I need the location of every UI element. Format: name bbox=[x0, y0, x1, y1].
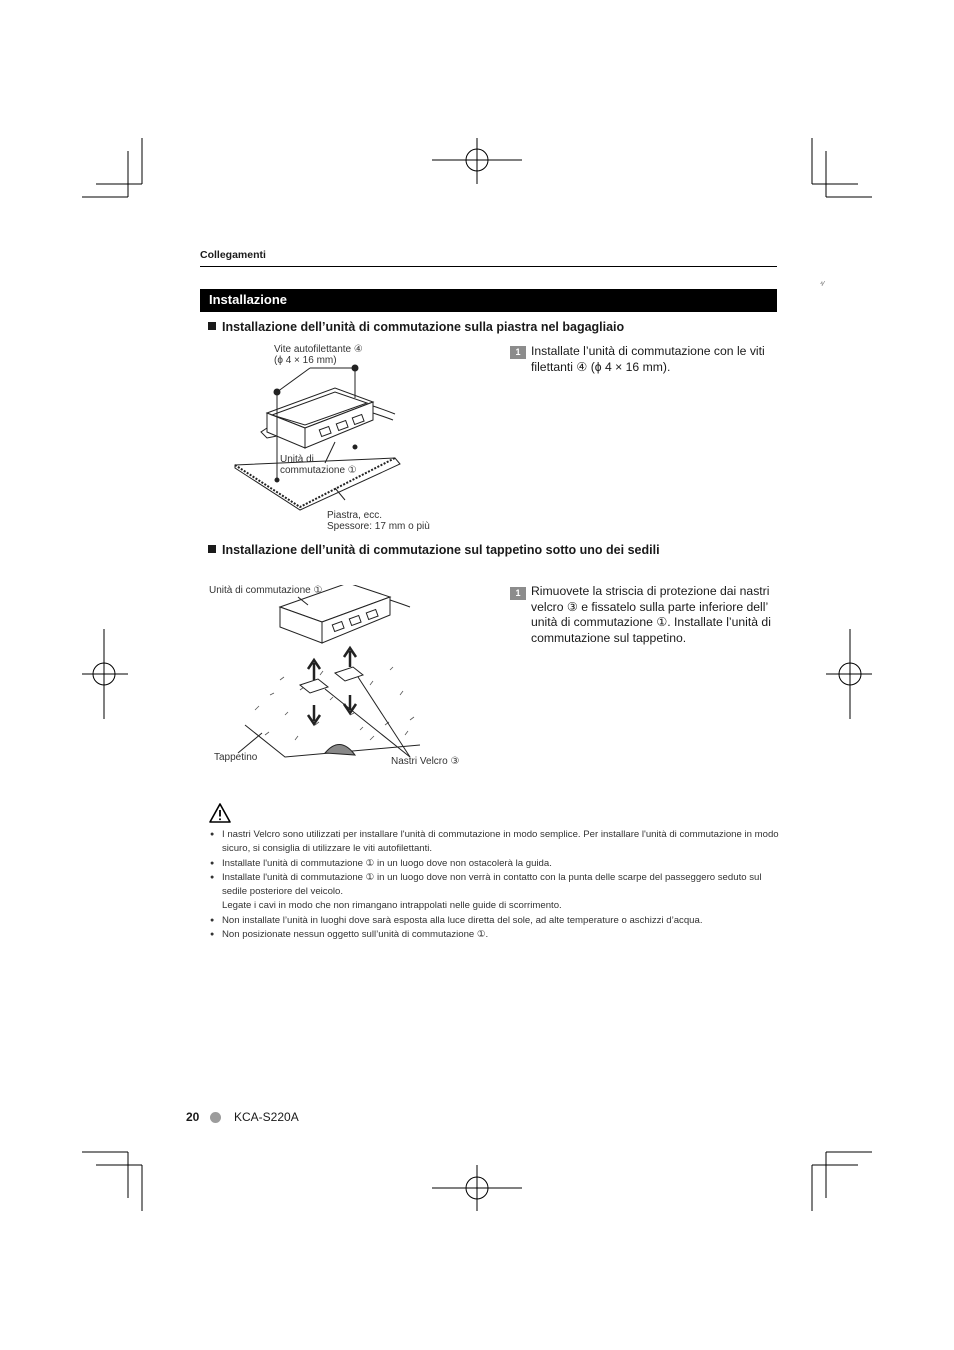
page-number: 20 bbox=[186, 1110, 200, 1124]
registration-target-bottom bbox=[432, 1165, 522, 1211]
mat-illustration bbox=[230, 585, 430, 765]
page-title: Installazione bbox=[209, 292, 288, 307]
step-number: 1 bbox=[510, 346, 526, 359]
unit-label: Unità di commutazione ① bbox=[209, 585, 323, 596]
registration-target-left bbox=[82, 629, 128, 719]
registration-target-top bbox=[432, 138, 522, 184]
registration-target-right bbox=[826, 629, 872, 719]
subheading-seat-mat: Installazione dell’unità di commutazione sul tappetino sotto uno dei sedili bbox=[208, 543, 660, 557]
caution-note-continuation: Legate i cavi in modo che non rimangano intrappolati nelle guide di scorrimento. bbox=[222, 900, 562, 912]
section-label: Collegamenti bbox=[200, 249, 266, 261]
caution-note: ● Non posizionate nessun oggetto sull’unità di commutazione ①. bbox=[210, 928, 780, 942]
warning-triangle-icon bbox=[208, 802, 232, 824]
caution-note: ● I nastri Velcro sono utilizzati per installare l'unità di commutazione in modo semplice. Per installare l'unità di commutazione in modo sicuro, si consiglia di utilizzare le viti autofilettanti. bbox=[210, 828, 780, 857]
footer-dot-icon bbox=[210, 1112, 221, 1123]
trunk-plate-illustration bbox=[225, 340, 455, 520]
step-instruction: Rimuovete la striscia di protezione dai nastri velcro ③ e fissatelo sulla parte inferiore dell’ unità di commutazione ①. Installate l’unità di commutazione sul tappetino. bbox=[531, 584, 771, 645]
square-bullet-icon bbox=[208, 322, 216, 330]
plate-label: Piastra, ecc. Spessore: 17 mm o più bbox=[327, 510, 430, 532]
caution-note: ● Non installate l’unità in luoghi dove sarà esposta alla luce diretta del sole, ad alte temperature o aschizzi d’acqua. bbox=[210, 914, 780, 928]
mat-label: Tappetino bbox=[214, 752, 258, 763]
unit-label: Unità di commutazione ① bbox=[280, 454, 357, 476]
model-name: KCA-S220A bbox=[234, 1110, 299, 1124]
square-bullet-icon bbox=[208, 545, 216, 553]
velcro-label: Nastri Velcro ③ bbox=[391, 756, 460, 767]
screw-label: Vite autofilettante ④ (ϕ 4 × 16 mm) bbox=[274, 344, 363, 366]
caution-notes bbox=[210, 828, 780, 942]
step-instruction: Installate l’unità di commutazione con le viti filettanti ④ (ϕ 4 × 16 mm). bbox=[531, 344, 765, 374]
subheading-trunk-plate: Installazione dell’unità di commutazione sulla piastra nel bagagliaio bbox=[208, 320, 624, 334]
caution-note: ● Installate l'unità di commutazione ① in un luogo dove non ostacolerà la guida. bbox=[210, 857, 780, 871]
step-number: 1 bbox=[510, 587, 526, 600]
caution-note: ● Installate l'unità di commutazione ① in un luogo dove non verrà in contatto con la punta delle scarpe del passeggero seduto sul sedile posteriore del veicolo. Legate i cavi in modo che non rimangano intrappolati nelle guide di scorrimento. bbox=[210, 871, 780, 914]
title-bar bbox=[200, 289, 777, 312]
page-side-mark: ⁴⁄ bbox=[820, 281, 825, 288]
header-rule bbox=[200, 266, 777, 267]
